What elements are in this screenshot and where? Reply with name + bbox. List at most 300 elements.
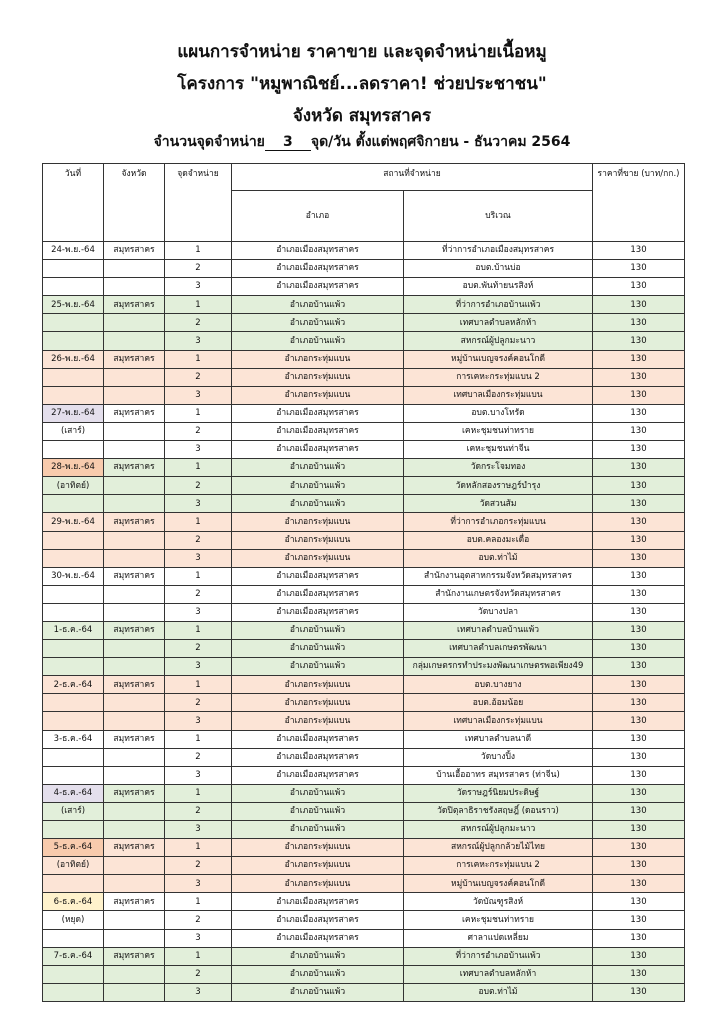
cell-district: อำเภอเมืองสมุทรสาคร bbox=[232, 730, 404, 748]
cell-province bbox=[104, 422, 165, 440]
cell-date bbox=[43, 821, 104, 839]
cell-province: สมุทรสาคร bbox=[104, 784, 165, 802]
cell-district: อำเภอบ้านแพ้ว bbox=[232, 332, 404, 350]
cell-price: 130 bbox=[593, 603, 685, 621]
cell-price: 130 bbox=[593, 748, 685, 766]
cell-district: อำเภอเมืองสมุทรสาคร bbox=[232, 422, 404, 440]
cell-date bbox=[43, 441, 104, 459]
table-row bbox=[43, 821, 685, 839]
table-row bbox=[43, 332, 685, 350]
cell-date: 26-พ.ย.-64 bbox=[43, 350, 104, 368]
cell-province bbox=[104, 278, 165, 296]
table-row bbox=[43, 386, 685, 404]
cell-area: เทศบาลเมืองกระทุ่มแบน bbox=[404, 386, 593, 404]
cell-area: วัดบัณฑูรสิงห์ bbox=[404, 893, 593, 911]
cell-price: 130 bbox=[593, 495, 685, 513]
cell-date bbox=[43, 694, 104, 712]
cell-area: การเคหะกระทุ่มแบน 2 bbox=[404, 368, 593, 386]
cell-province bbox=[104, 585, 165, 603]
cell-price: 130 bbox=[593, 296, 685, 314]
cell-province bbox=[104, 857, 165, 875]
cell-price: 130 bbox=[593, 350, 685, 368]
cell-point: 3 bbox=[165, 712, 232, 730]
cell-point: 2 bbox=[165, 694, 232, 712]
table-row bbox=[43, 260, 685, 278]
doc-title-line2: โครงการ "หมูพาณิชย์...ลดราคา! ช่วยประชาชน" bbox=[177, 74, 547, 94]
cell-date: 4-ธ.ค.-64 bbox=[43, 784, 104, 802]
header-place: สถานที่จำหน่าย bbox=[232, 164, 593, 191]
cell-point: 2 bbox=[165, 260, 232, 278]
cell-price: 130 bbox=[593, 314, 685, 332]
cell-price: 130 bbox=[593, 567, 685, 585]
table-row bbox=[43, 911, 685, 929]
cell-area: สหกรณ์ผู้ปลูกมะนาว bbox=[404, 332, 593, 350]
cell-district: อำเภอกระทุ่มแบน bbox=[232, 513, 404, 531]
cell-province bbox=[104, 911, 165, 929]
cell-point: 2 bbox=[165, 531, 232, 549]
table-body bbox=[43, 242, 685, 1002]
cell-area: เทศบาลตำบลบ้านแพ้ว bbox=[404, 621, 593, 639]
doc-subtitle bbox=[0, 131, 724, 153]
cell-point: 3 bbox=[165, 441, 232, 459]
cell-district: อำเภอกระทุ่มแบน bbox=[232, 531, 404, 549]
cell-date bbox=[43, 585, 104, 603]
cell-area: วัดบางปิ้ง bbox=[404, 748, 593, 766]
cell-date: (อาทิตย์) bbox=[43, 477, 104, 495]
table-row bbox=[43, 712, 685, 730]
cell-province bbox=[104, 603, 165, 621]
cell-point: 3 bbox=[165, 549, 232, 567]
table-row bbox=[43, 658, 685, 676]
cell-point: 3 bbox=[165, 766, 232, 784]
cell-date: 30-พ.ย.-64 bbox=[43, 567, 104, 585]
table-row bbox=[43, 766, 685, 784]
cell-price: 130 bbox=[593, 368, 685, 386]
subtitle-suffix: จุด/วัน ตั้งแต่พฤศจิกายน - ธันวาคม 2564 bbox=[310, 134, 571, 150]
cell-province: สมุทรสาคร bbox=[104, 242, 165, 260]
cell-date: (หยุด) bbox=[43, 911, 104, 929]
table-row bbox=[43, 748, 685, 766]
cell-area: อบต.ท่าไม้ bbox=[404, 549, 593, 567]
cell-date: (เสาร์) bbox=[43, 802, 104, 820]
cell-date: 6-ธ.ค.-64 bbox=[43, 893, 104, 911]
cell-district: อำเภอเมืองสมุทรสาคร bbox=[232, 911, 404, 929]
cell-area: หมู่บ้านเบญจรงค์คอนโกดี bbox=[404, 875, 593, 893]
cell-area: ที่ว่าการอำเภอบ้านแพ้ว bbox=[404, 947, 593, 965]
cell-point: 2 bbox=[165, 911, 232, 929]
cell-area: ศาลาแปดเหลี่ยม bbox=[404, 929, 593, 947]
cell-point: 2 bbox=[165, 477, 232, 495]
subtitle-prefix: จำนวนจุดจำหน่าย bbox=[153, 134, 265, 150]
cell-price: 130 bbox=[593, 875, 685, 893]
table-row bbox=[43, 422, 685, 440]
cell-area: อบต.อ้อมน้อย bbox=[404, 694, 593, 712]
cell-district: อำเภอเมืองสมุทรสาคร bbox=[232, 441, 404, 459]
cell-price: 130 bbox=[593, 658, 685, 676]
cell-area: เทศบาลตำบลหลักห้า bbox=[404, 965, 593, 983]
cell-province bbox=[104, 314, 165, 332]
cell-date bbox=[43, 314, 104, 332]
cell-district: อำเภอบ้านแพ้ว bbox=[232, 314, 404, 332]
cell-province bbox=[104, 766, 165, 784]
cell-province: สมุทรสาคร bbox=[104, 893, 165, 911]
cell-area: ที่ว่าการอำเภอกระทุ่มแบน bbox=[404, 513, 593, 531]
cell-province bbox=[104, 260, 165, 278]
cell-area: บ้านเอื้ออาทร สมุทรสาคร (ท่าจีน) bbox=[404, 766, 593, 784]
cell-area: เคหะชุมชนท่าจีน bbox=[404, 441, 593, 459]
table-row bbox=[43, 314, 685, 332]
cell-price: 130 bbox=[593, 332, 685, 350]
cell-area: สหกรณ์ผู้ปลูกมะนาว bbox=[404, 821, 593, 839]
table-row bbox=[43, 278, 685, 296]
cell-province bbox=[104, 368, 165, 386]
cell-province: สมุทรสาคร bbox=[104, 459, 165, 477]
table-row bbox=[43, 947, 685, 965]
cell-point: 1 bbox=[165, 459, 232, 477]
cell-province: สมุทรสาคร bbox=[104, 513, 165, 531]
cell-point: 1 bbox=[165, 242, 232, 260]
cell-price: 130 bbox=[593, 260, 685, 278]
cell-district: อำเภอเมืองสมุทรสาคร bbox=[232, 278, 404, 296]
cell-province bbox=[104, 658, 165, 676]
table-row bbox=[43, 965, 685, 983]
cell-date bbox=[43, 658, 104, 676]
cell-point: 3 bbox=[165, 278, 232, 296]
table-row bbox=[43, 857, 685, 875]
cell-area: อบต.ท่าไม้ bbox=[404, 983, 593, 1001]
cell-area: อบต.บ้านบ่อ bbox=[404, 260, 593, 278]
cell-district: อำเภอกระทุ่มแบน bbox=[232, 875, 404, 893]
cell-district: อำเภอกระทุ่มแบน bbox=[232, 386, 404, 404]
cell-point: 3 bbox=[165, 875, 232, 893]
cell-price: 130 bbox=[593, 983, 685, 1001]
cell-area: เคหะชุมชนท่าทราย bbox=[404, 422, 593, 440]
cell-province bbox=[104, 332, 165, 350]
cell-date bbox=[43, 640, 104, 658]
table-row bbox=[43, 531, 685, 549]
cell-point: 1 bbox=[165, 893, 232, 911]
cell-price: 130 bbox=[593, 621, 685, 639]
cell-area: เทศบาลตำบลเกษตรพัฒนา bbox=[404, 640, 593, 658]
cell-point: 1 bbox=[165, 513, 232, 531]
cell-date bbox=[43, 965, 104, 983]
cell-point: 1 bbox=[165, 676, 232, 694]
cell-province bbox=[104, 875, 165, 893]
cell-province: สมุทรสาคร bbox=[104, 621, 165, 639]
cell-area: หมู่บ้านเบญจรงค์คอนโกดี bbox=[404, 350, 593, 368]
cell-point: 2 bbox=[165, 314, 232, 332]
cell-province: สมุทรสาคร bbox=[104, 839, 165, 857]
cell-district: อำเภอกระทุ่มแบน bbox=[232, 857, 404, 875]
cell-date bbox=[43, 386, 104, 404]
cell-district: อำเภอกระทุ่มแบน bbox=[232, 350, 404, 368]
cell-district: อำเภอบ้านแพ้ว bbox=[232, 658, 404, 676]
table-row bbox=[43, 350, 685, 368]
cell-district: อำเภอเมืองสมุทรสาคร bbox=[232, 242, 404, 260]
distribution-table bbox=[42, 163, 685, 1002]
cell-price: 130 bbox=[593, 242, 685, 260]
cell-district: อำเภอบ้านแพ้ว bbox=[232, 784, 404, 802]
cell-province: สมุทรสาคร bbox=[104, 730, 165, 748]
cell-price: 130 bbox=[593, 821, 685, 839]
table-row bbox=[43, 368, 685, 386]
doc-title-line1: แผนการจำหน่าย ราคาขาย และจุดจำหน่ายเนื้อหมู bbox=[177, 42, 547, 62]
cell-date bbox=[43, 368, 104, 386]
cell-point: 2 bbox=[165, 422, 232, 440]
cell-point: 1 bbox=[165, 839, 232, 857]
cell-price: 130 bbox=[593, 802, 685, 820]
cell-point: 3 bbox=[165, 983, 232, 1001]
cell-date: 7-ธ.ค.-64 bbox=[43, 947, 104, 965]
cell-area: วัดบางปลา bbox=[404, 603, 593, 621]
cell-date bbox=[43, 712, 104, 730]
table-row bbox=[43, 585, 685, 603]
table-row bbox=[43, 603, 685, 621]
cell-price: 130 bbox=[593, 459, 685, 477]
cell-province bbox=[104, 477, 165, 495]
table-row bbox=[43, 621, 685, 639]
cell-price: 130 bbox=[593, 422, 685, 440]
cell-province bbox=[104, 748, 165, 766]
cell-province: สมุทรสาคร bbox=[104, 567, 165, 585]
cell-point: 2 bbox=[165, 368, 232, 386]
cell-area: อบต.บางยาง bbox=[404, 676, 593, 694]
cell-date: (เสาร์) bbox=[43, 422, 104, 440]
cell-price: 130 bbox=[593, 712, 685, 730]
cell-district: อำเภอเมืองสมุทรสาคร bbox=[232, 766, 404, 784]
cell-point: 3 bbox=[165, 821, 232, 839]
cell-price: 130 bbox=[593, 694, 685, 712]
header-date: วันที่ bbox=[43, 164, 104, 242]
cell-area: เคหะชุมชนท่าทราย bbox=[404, 911, 593, 929]
cell-price: 130 bbox=[593, 531, 685, 549]
table-row bbox=[43, 875, 685, 893]
table-row bbox=[43, 893, 685, 911]
cell-district: อำเภอบ้านแพ้ว bbox=[232, 821, 404, 839]
cell-point: 2 bbox=[165, 640, 232, 658]
cell-point: 2 bbox=[165, 857, 232, 875]
table-row bbox=[43, 477, 685, 495]
cell-date bbox=[43, 260, 104, 278]
cell-date: 27-พ.ย.-64 bbox=[43, 404, 104, 422]
header-area: บริเวณ bbox=[404, 191, 593, 242]
cell-date: (อาทิตย์) bbox=[43, 857, 104, 875]
cell-province bbox=[104, 965, 165, 983]
cell-date bbox=[43, 875, 104, 893]
cell-point: 2 bbox=[165, 802, 232, 820]
cell-area: ที่ว่าการอำเภอบ้านแพ้ว bbox=[404, 296, 593, 314]
cell-price: 130 bbox=[593, 640, 685, 658]
table-row bbox=[43, 296, 685, 314]
cell-price: 130 bbox=[593, 585, 685, 603]
cell-district: อำเภอบ้านแพ้ว bbox=[232, 947, 404, 965]
cell-province: สมุทรสาคร bbox=[104, 350, 165, 368]
cell-district: อำเภอบ้านแพ้ว bbox=[232, 296, 404, 314]
table-row bbox=[43, 640, 685, 658]
cell-price: 130 bbox=[593, 965, 685, 983]
cell-province bbox=[104, 821, 165, 839]
cell-area: อบต.บางโทรัด bbox=[404, 404, 593, 422]
cell-district: อำเภอบ้านแพ้ว bbox=[232, 495, 404, 513]
cell-district: อำเภอกระทุ่มแบน bbox=[232, 368, 404, 386]
table-row bbox=[43, 676, 685, 694]
cell-price: 130 bbox=[593, 893, 685, 911]
cell-date: 25-พ.ย.-64 bbox=[43, 296, 104, 314]
cell-area: วัดกระโจมทอง bbox=[404, 459, 593, 477]
header-point: จุดจำหน่าย bbox=[165, 164, 232, 242]
cell-date: 29-พ.ย.-64 bbox=[43, 513, 104, 531]
cell-date bbox=[43, 766, 104, 784]
cell-province: สมุทรสาคร bbox=[104, 676, 165, 694]
cell-province: สมุทรสาคร bbox=[104, 404, 165, 422]
cell-district: อำเภอเมืองสมุทรสาคร bbox=[232, 929, 404, 947]
subtitle-count: 3 bbox=[265, 134, 311, 151]
table-row bbox=[43, 404, 685, 422]
cell-date bbox=[43, 332, 104, 350]
cell-province bbox=[104, 712, 165, 730]
cell-province: สมุทรสาคร bbox=[104, 947, 165, 965]
header-province: จังหวัด bbox=[104, 164, 165, 242]
cell-point: 2 bbox=[165, 748, 232, 766]
cell-province bbox=[104, 694, 165, 712]
cell-district: อำเภอเมืองสมุทรสาคร bbox=[232, 603, 404, 621]
cell-point: 3 bbox=[165, 929, 232, 947]
cell-district: อำเภอบ้านแพ้ว bbox=[232, 965, 404, 983]
cell-point: 2 bbox=[165, 585, 232, 603]
cell-price: 130 bbox=[593, 278, 685, 296]
cell-point: 2 bbox=[165, 965, 232, 983]
cell-date bbox=[43, 278, 104, 296]
cell-area: สำนักงานเกษตรจังหวัดสมุทรสาคร bbox=[404, 585, 593, 603]
header-price: ราคาที่ขาย (บาท/กก.) bbox=[593, 164, 685, 242]
cell-area: กลุ่มเกษตรกรทำประมงพัฒนาเกษตรพอเพียง49 bbox=[404, 658, 593, 676]
cell-province bbox=[104, 929, 165, 947]
cell-province bbox=[104, 640, 165, 658]
cell-area: สหกรณ์ผู้ปลูกกล้วยไม้ไทย bbox=[404, 839, 593, 857]
table-row bbox=[43, 567, 685, 585]
cell-district: อำเภอกระทุ่มแบน bbox=[232, 839, 404, 857]
cell-point: 1 bbox=[165, 404, 232, 422]
cell-district: อำเภอเมืองสมุทรสาคร bbox=[232, 748, 404, 766]
cell-date bbox=[43, 531, 104, 549]
table-row bbox=[43, 784, 685, 802]
cell-point: 3 bbox=[165, 658, 232, 676]
cell-price: 130 bbox=[593, 549, 685, 567]
cell-date bbox=[43, 603, 104, 621]
cell-date: 1-ธ.ค.-64 bbox=[43, 621, 104, 639]
cell-area: ที่ว่าการอำเภอเมืองสมุทรสาคร bbox=[404, 242, 593, 260]
cell-district: อำเภอเมืองสมุทรสาคร bbox=[232, 404, 404, 422]
cell-district: อำเภอกระทุ่มแบน bbox=[232, 549, 404, 567]
cell-price: 130 bbox=[593, 784, 685, 802]
cell-price: 130 bbox=[593, 441, 685, 459]
cell-area: วัดสวนส้ม bbox=[404, 495, 593, 513]
cell-date bbox=[43, 748, 104, 766]
cell-price: 130 bbox=[593, 929, 685, 947]
cell-point: 3 bbox=[165, 495, 232, 513]
cell-price: 130 bbox=[593, 947, 685, 965]
cell-date: 5-ธ.ค.-64 bbox=[43, 839, 104, 857]
cell-price: 130 bbox=[593, 911, 685, 929]
cell-price: 130 bbox=[593, 766, 685, 784]
cell-price: 130 bbox=[593, 857, 685, 875]
cell-province bbox=[104, 531, 165, 549]
table-row bbox=[43, 839, 685, 857]
cell-district: อำเภอกระทุ่มแบน bbox=[232, 712, 404, 730]
table-row bbox=[43, 459, 685, 477]
cell-price: 130 bbox=[593, 730, 685, 748]
table-row bbox=[43, 694, 685, 712]
cell-district: อำเภอบ้านแพ้ว bbox=[232, 802, 404, 820]
cell-district: อำเภอเมืองสมุทรสาคร bbox=[232, 585, 404, 603]
cell-district: อำเภอกระทุ่มแบน bbox=[232, 694, 404, 712]
table-row bbox=[43, 441, 685, 459]
cell-point: 3 bbox=[165, 603, 232, 621]
cell-price: 130 bbox=[593, 404, 685, 422]
cell-area: การเคหะกระทุ่มแบน 2 bbox=[404, 857, 593, 875]
cell-point: 3 bbox=[165, 386, 232, 404]
cell-date: 3-ธ.ค.-64 bbox=[43, 730, 104, 748]
cell-point: 1 bbox=[165, 947, 232, 965]
cell-area: วัดราษฎร์นิยมประดิษฐ์ bbox=[404, 784, 593, 802]
cell-point: 1 bbox=[165, 621, 232, 639]
header-district: อำเภอ bbox=[232, 191, 404, 242]
cell-area: เทศบาลตำบลนาดี bbox=[404, 730, 593, 748]
cell-area: วัดหลักสองราษฎร์บำรุง bbox=[404, 477, 593, 495]
cell-date bbox=[43, 929, 104, 947]
cell-price: 130 bbox=[593, 839, 685, 857]
cell-area: เทศบาลเมืองกระทุ่มแบน bbox=[404, 712, 593, 730]
cell-district: อำเภอกระทุ่มแบน bbox=[232, 676, 404, 694]
cell-district: อำเภอเมืองสมุทรสาคร bbox=[232, 893, 404, 911]
cell-price: 130 bbox=[593, 676, 685, 694]
cell-area: เทศบาลตำบลหลักห้า bbox=[404, 314, 593, 332]
cell-date: 24-พ.ย.-64 bbox=[43, 242, 104, 260]
cell-price: 130 bbox=[593, 477, 685, 495]
table-row bbox=[43, 730, 685, 748]
cell-district: อำเภอบ้านแพ้ว bbox=[232, 640, 404, 658]
cell-point: 3 bbox=[165, 332, 232, 350]
doc-title-line3: จังหวัด สมุทรสาคร bbox=[292, 106, 432, 126]
cell-province bbox=[104, 441, 165, 459]
cell-point: 1 bbox=[165, 730, 232, 748]
cell-district: อำเภอบ้านแพ้ว bbox=[232, 983, 404, 1001]
cell-date bbox=[43, 549, 104, 567]
cell-province bbox=[104, 386, 165, 404]
cell-price: 130 bbox=[593, 513, 685, 531]
table-row bbox=[43, 802, 685, 820]
cell-district: อำเภอเมืองสมุทรสาคร bbox=[232, 260, 404, 278]
cell-district: อำเภอเมืองสมุทรสาคร bbox=[232, 567, 404, 585]
cell-point: 1 bbox=[165, 784, 232, 802]
cell-area: สำนักงานอุตสาหกรรมจังหวัดสมุทรสาคร bbox=[404, 567, 593, 585]
cell-province bbox=[104, 549, 165, 567]
cell-date bbox=[43, 495, 104, 513]
cell-province bbox=[104, 495, 165, 513]
cell-district: อำเภอบ้านแพ้ว bbox=[232, 477, 404, 495]
cell-area: อบต.พันท้ายนรสิงห์ bbox=[404, 278, 593, 296]
cell-date: 28-พ.ย.-64 bbox=[43, 459, 104, 477]
cell-point: 1 bbox=[165, 350, 232, 368]
cell-district: อำเภอบ้านแพ้ว bbox=[232, 459, 404, 477]
table-row bbox=[43, 495, 685, 513]
table-row bbox=[43, 549, 685, 567]
cell-province bbox=[104, 802, 165, 820]
cell-area: อบต.คลองมะเดื่อ bbox=[404, 531, 593, 549]
table-row bbox=[43, 513, 685, 531]
cell-date: 2-ธ.ค.-64 bbox=[43, 676, 104, 694]
cell-date bbox=[43, 983, 104, 1001]
